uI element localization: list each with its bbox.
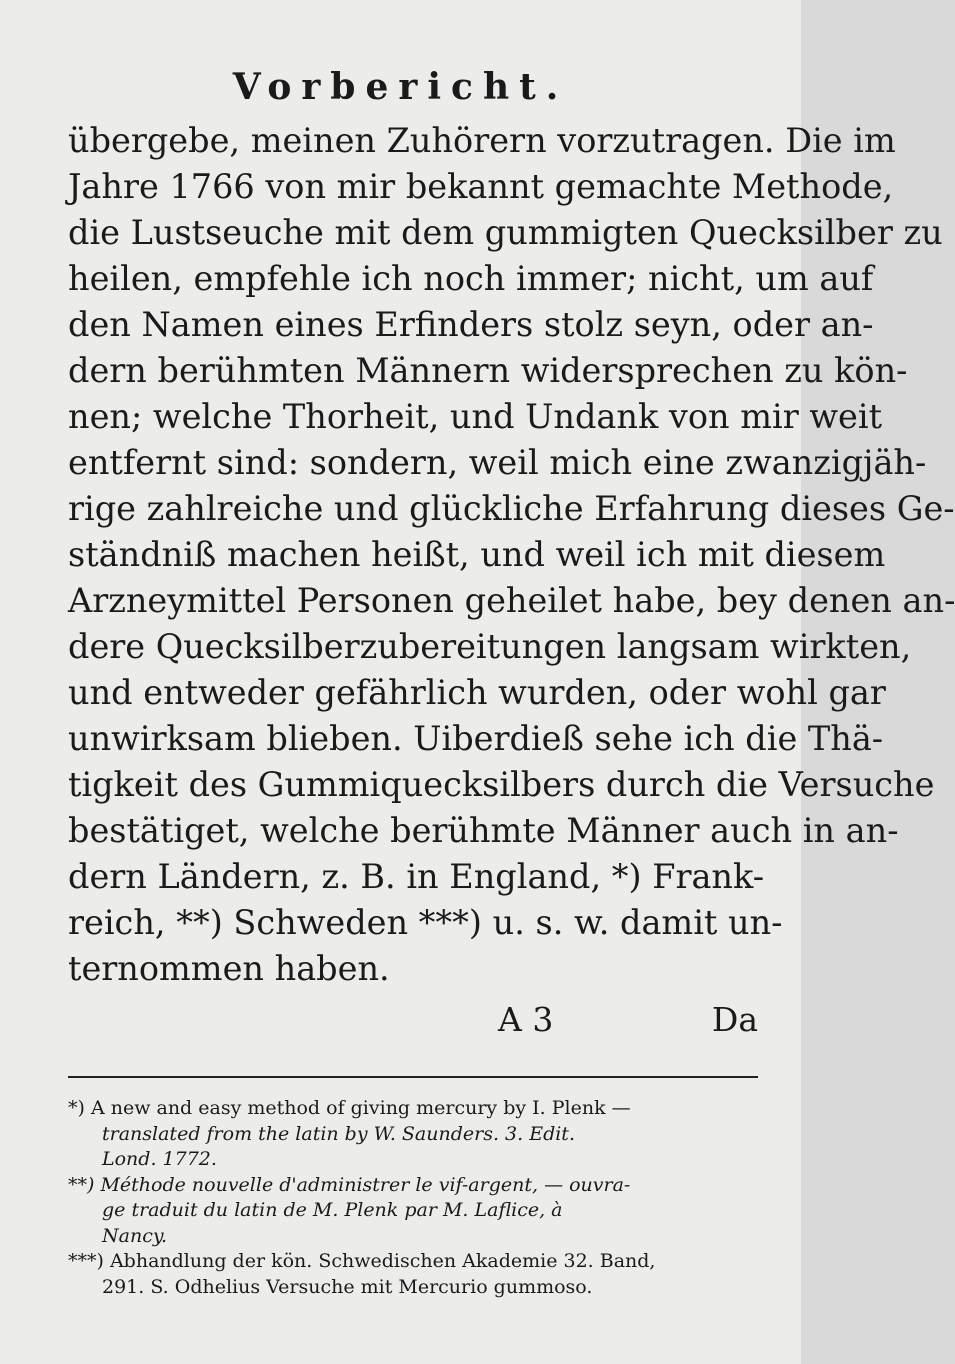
footnote-line: ge traduit du latin de M. Plenk par M. Laflice, à (102, 1199, 563, 1221)
footnote (68, 1173, 758, 1250)
body-line: dere Quecksilberzubereitungen langsam wirkten, (68, 627, 912, 666)
footnote-line: *) A new and easy method of giving mercury by I. Plenk — (68, 1097, 631, 1119)
body-line: unwirksam blieben. Uiberdieß sehe ich die Thä- (68, 719, 884, 758)
footnote (68, 1249, 758, 1300)
body-line: Jahre 1766 von mir bekannt gemachte Methode, (68, 167, 894, 206)
body-line: die Lustseuche mit dem gummigten Quecksilber zu (68, 213, 943, 252)
body-line: rige zahlreiche und glückliche Erfahrung dieses Ge- (68, 489, 955, 528)
body-line: und entweder gefährlich wurden, oder wohl gar (68, 673, 886, 712)
signature-mark: A 3 (498, 1000, 554, 1039)
catchword: Da (711, 1000, 758, 1039)
body-line: den Namen eines Erfinders stolz seyn, oder an- (68, 305, 874, 344)
body-line: entfernt sind: sondern, weil mich eine zwanzigjäh- (68, 443, 927, 482)
body-line: ständniß machen heißt, und weil ich mit diesem (68, 535, 886, 574)
footnote-line: Nancy. (102, 1224, 168, 1247)
footnote-divider (68, 1076, 758, 1078)
body-line: reich, **) Schweden ***) u. s. w. damit un- (68, 903, 783, 942)
footnote-line: translated from the latin by W. Saunders. 3. Edit. (102, 1122, 575, 1145)
body-line: heilen, empfehle ich noch immer; nicht, um auf (68, 259, 874, 298)
body-line: tigkeit des Gummiquecksilbers durch die Versuche (68, 765, 935, 804)
body-line: nen; welche Thorheit, und Undank von mir weit (68, 397, 883, 436)
body-line: dern berühmten Männern widersprechen zu kön- (68, 351, 908, 390)
footnote-line: ***) Abhandlung der kön. Schwedischen Akademie 32. Band, (68, 1250, 656, 1272)
body-line: bestätiget, welche berühmte Männer auch in an- (68, 811, 899, 850)
footnote (68, 1096, 758, 1173)
footnote-line: **) Méthode nouvelle d'administrer le vif-argent, — ouvra- (68, 1173, 631, 1196)
body-line: ternommen haben. (68, 949, 390, 988)
running-head: Vorbericht. (232, 66, 569, 108)
body-line: übergebe, meinen Zuhörern vorzutragen. Die im (68, 121, 896, 160)
footnotes (68, 1096, 758, 1300)
signature-line (68, 1000, 758, 1046)
body-line: Arzneymittel Personen geheilet habe, bey denen an- (68, 581, 955, 620)
footnote-line: Lond. 1772. (102, 1148, 217, 1170)
footnote-line: 291. S. Odhelius Versuche mit Mercurio gummoso. (102, 1275, 593, 1298)
body-text (68, 118, 955, 992)
body-line: dern Ländern, z. B. in England, *) Frank- (68, 857, 765, 896)
